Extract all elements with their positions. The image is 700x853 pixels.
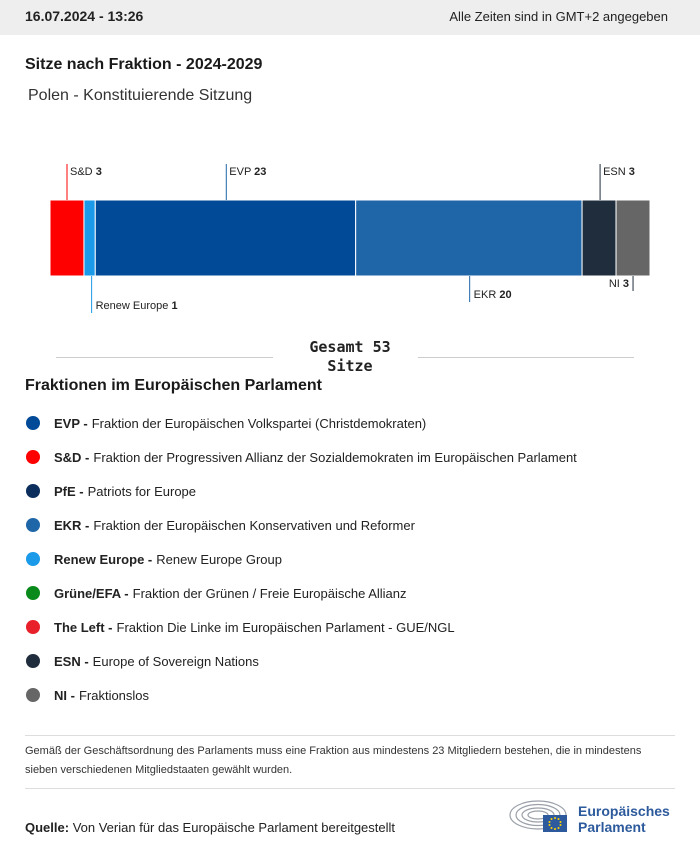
bar-value-label: 23 [254, 166, 267, 178]
bar-label: Renew Europe 1 [95, 300, 178, 312]
legend-abbr: ESN - [54, 653, 89, 669]
source-line [25, 820, 395, 835]
legend-abbr: The Left - [54, 619, 113, 635]
legend-color-dot-icon [26, 586, 40, 600]
legend-color-dot-icon [26, 518, 40, 532]
divider-bottom [25, 788, 675, 789]
legend-abbr: PfE - [54, 483, 84, 499]
logo-text-line2: Parlament [578, 819, 646, 835]
legend-name: Europe of Sovereign Nations [92, 653, 259, 669]
legend-item [25, 440, 685, 474]
bar-label: S&D 3 [70, 166, 102, 178]
legend-item [25, 406, 685, 440]
legend-name: Fraktion der Grünen / Freie Europäische Allianz [132, 585, 407, 601]
total-seats [290, 338, 410, 376]
legend-name: Fraktion der Europäischen Konservativen und Reformer [93, 517, 415, 533]
bar-segment [95, 200, 355, 276]
legend-color-dot-icon [26, 416, 40, 430]
bar-segment [84, 200, 95, 276]
chart-subtitle: Polen - Konstituierende Sitzung [28, 87, 253, 104]
legend-name: Patriots for Europe [87, 483, 197, 499]
legend-item [25, 542, 685, 576]
legend-item [25, 610, 685, 644]
legend-abbr: EVP - [54, 415, 88, 431]
legend-item [25, 678, 685, 712]
legend-name: Fraktion Die Linke im Europäischen Parlament - GUE/NGL [116, 619, 455, 635]
source-text: Von Verian für das Europäische Parlament bereitgestellt [72, 820, 396, 835]
source-label: Quelle: [25, 820, 70, 835]
legend-color-dot-icon [26, 450, 40, 464]
bar-value-label: 3 [628, 166, 635, 178]
bar-label: EKR 20 [473, 289, 512, 301]
group-legend [25, 406, 685, 712]
bar-label: ESN 3 [603, 166, 635, 178]
legend-abbr: NI - [54, 687, 75, 703]
bar-value-label: 1 [171, 300, 178, 312]
datetime-label: 16.07.2024 - 13:26 [25, 8, 144, 24]
bar-label: NI 3 [608, 278, 630, 290]
european-parliament-logo [508, 797, 678, 837]
legend-item [25, 644, 685, 678]
total-divider-right [418, 357, 634, 358]
legend-color-dot-icon [26, 552, 40, 566]
total-divider-left [56, 357, 273, 358]
bar-segment [356, 200, 582, 276]
legend-abbr: Renew Europe - [54, 551, 153, 567]
top-bar [0, 0, 700, 35]
legend-name: Fraktion der Progressiven Allianz der Sozialdemokraten im Europäischen Parlament [93, 449, 577, 465]
logo-text-line1: Europäisches [578, 803, 670, 819]
legend-name: Fraktionslos [78, 687, 150, 703]
bar-value-label: 3 [622, 278, 630, 290]
legend-title: Fraktionen im Europäischen Parlament [25, 377, 322, 394]
legend-abbr: EKR - [54, 517, 90, 533]
bar-value-label: 20 [499, 289, 512, 301]
divider-top [25, 735, 675, 736]
legend-item [25, 576, 685, 610]
bar-value-label: 3 [95, 166, 102, 178]
legend-name: Fraktion der Europäischen Volkspartei (Christdemokraten) [91, 415, 427, 431]
seat-distribution-chart [0, 150, 700, 330]
legend-abbr: S&D - [54, 449, 90, 465]
bar-segment [616, 200, 650, 276]
legend-color-dot-icon [26, 654, 40, 668]
legend-item [25, 508, 685, 542]
legend-color-dot-icon [26, 484, 40, 498]
legend-abbr: Grüne/EFA - [54, 585, 129, 601]
legend-item [25, 474, 685, 508]
bar-segment [582, 200, 616, 276]
legend-color-dot-icon [26, 688, 40, 702]
total-seats-line1: Gesamt 53 [309, 338, 391, 356]
bar-segment [50, 200, 84, 276]
timezone-note: Alle Zeiten sind in GMT+2 angegeben [449, 9, 668, 24]
rules-note: Gemäß der Geschäftsordnung des Parlaments muss eine Fraktion aus mindestens 23 Mitgliedern bestehen, die in mindestens sieben verschiedenen Mitgliedstaaten gewählt wurden. [25, 745, 642, 776]
bar-label: EVP 23 [229, 166, 267, 178]
legend-color-dot-icon [26, 620, 40, 634]
total-seats-line2: Sitze [327, 357, 373, 375]
legend-name: Renew Europe Group [156, 551, 282, 567]
chart-title: Sitze nach Fraktion - 2024-2029 [25, 56, 263, 73]
